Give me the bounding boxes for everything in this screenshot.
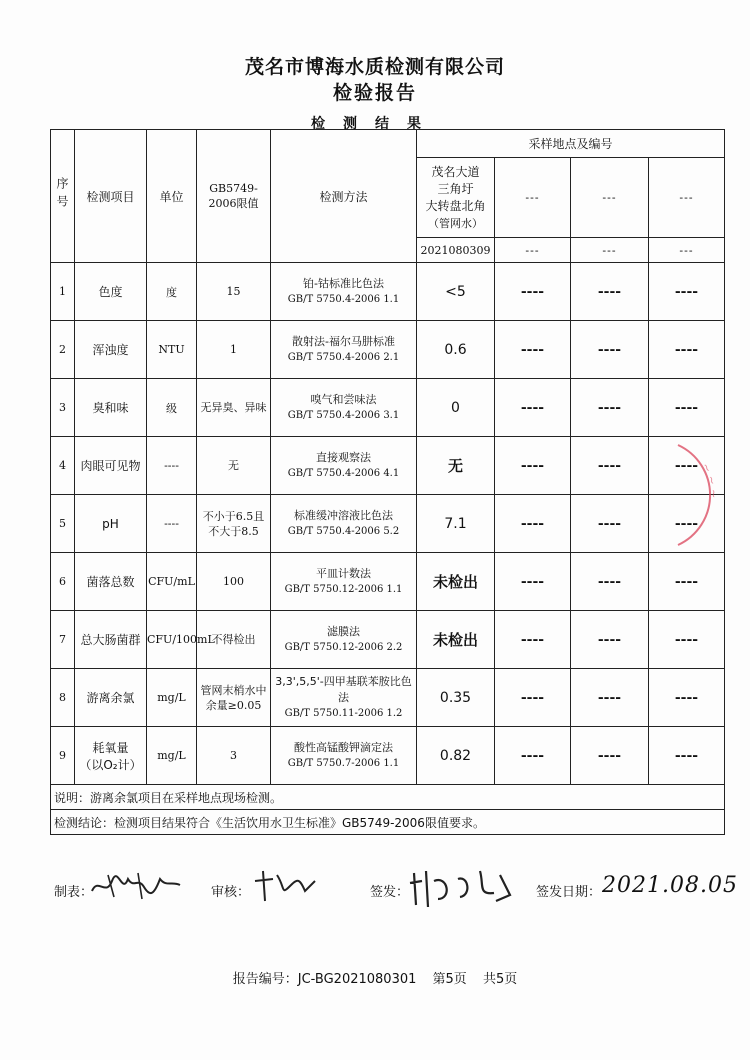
row-item: 臭和味 <box>75 379 147 437</box>
row-limit: 3 <box>197 727 271 785</box>
row-dash: ---- <box>571 611 649 669</box>
row-dash: ---- <box>495 263 571 321</box>
row-no: 6 <box>51 553 75 611</box>
reviewed-signature <box>251 867 321 903</box>
row-item: 耗氧量 （以O₂计） <box>75 727 147 785</box>
sampling-location-4: --- <box>649 158 725 238</box>
sampling-location-2: --- <box>495 158 571 238</box>
reviewed-label: 审核： <box>211 885 251 900</box>
row-limit: 不得检出 <box>197 611 271 669</box>
row-result: 0 <box>417 379 495 437</box>
row-dash: ---- <box>649 727 725 785</box>
row-item: 菌落总数 <box>75 553 147 611</box>
row-result: 0.35 <box>417 669 495 727</box>
row-limit: 无异臭、异味 <box>197 379 271 437</box>
row-result: 7.1 <box>417 495 495 553</box>
row-dash: ---- <box>495 727 571 785</box>
row-dash: ---- <box>571 495 649 553</box>
row-item: 游离余氯 <box>75 669 147 727</box>
row-item: 浑浊度 <box>75 321 147 379</box>
row-result: 未检出 <box>417 553 495 611</box>
section-title: 检测结果 <box>311 116 439 132</box>
conclusion-text: 检测结论：检测项目结果符合《生活饮用水卫生标准》GB5749-2006限值要求。 <box>51 810 725 835</box>
row-no: 9 <box>51 727 75 785</box>
table-row <box>51 379 725 437</box>
row-unit: ---- <box>147 437 197 495</box>
sampling-code-4: --- <box>649 238 725 263</box>
prepared-label: 制表： <box>54 885 94 900</box>
row-method: 铂-钴标准比色法 GB/T 5750.4-2006 1.1 <box>271 263 417 321</box>
header-seq: 序号 <box>51 130 75 263</box>
row-unit: 度 <box>147 263 197 321</box>
report-title: 检验报告 <box>332 82 417 104</box>
row-dash: ---- <box>649 553 725 611</box>
row-dash: ---- <box>649 263 725 321</box>
table-row <box>51 263 725 321</box>
table-row <box>51 727 725 785</box>
row-dash: ---- <box>495 495 571 553</box>
row-dash: ---- <box>495 611 571 669</box>
stamp-seal-mark <box>668 440 728 550</box>
row-unit: ---- <box>147 495 197 553</box>
date-label: 签发日期： <box>536 885 602 900</box>
row-dash: ---- <box>649 611 725 669</box>
row-dash: ---- <box>571 437 649 495</box>
row-result: 无 <box>417 437 495 495</box>
row-dash: ---- <box>571 727 649 785</box>
row-result: 0.6 <box>417 321 495 379</box>
table-row <box>51 495 725 553</box>
header-sampling: 采样地点及编号 <box>417 130 725 158</box>
row-dash: ---- <box>571 263 649 321</box>
row-no: 2 <box>51 321 75 379</box>
row-dash: ---- <box>571 553 649 611</box>
issued-signature <box>408 865 518 909</box>
sampling-location-3: --- <box>571 158 649 238</box>
row-unit: CFU/mL <box>147 553 197 611</box>
row-unit: mg/L <box>147 727 197 785</box>
row-dash: ---- <box>571 321 649 379</box>
row-limit: 管网末梢水中余量≥0.05 <box>197 669 271 727</box>
row-dash: ---- <box>495 379 571 437</box>
report-number: 报告编号：JC-BG2021080301 <box>232 972 417 987</box>
row-method: 酸性高锰酸钾滴定法 GB/T 5750.7-2006 1.1 <box>271 727 417 785</box>
row-method: 平皿计数法 GB/T 5750.12-2006 1.1 <box>271 553 417 611</box>
row-method: 3,3',5,5'-四甲基联苯胺比色法 GB/T 5750.11-2006 1.2 <box>271 669 417 727</box>
row-no: 8 <box>51 669 75 727</box>
row-dash: ---- <box>649 379 725 437</box>
row-dash: ---- <box>649 437 725 495</box>
issued-label: 签发： <box>370 885 410 900</box>
table-row <box>51 553 725 611</box>
header-method: 检测方法 <box>271 130 417 263</box>
row-dash: ---- <box>571 379 649 437</box>
row-dash: ---- <box>495 669 571 727</box>
footer <box>0 968 750 987</box>
sampling-location-1: 茂名大道 三角圩 大转盘北角 （管网水） <box>417 158 495 238</box>
row-result: <5 <box>417 263 495 321</box>
sampling-code-2: --- <box>495 238 571 263</box>
header-limit: GB5749-2006限值 <box>197 130 271 263</box>
row-no: 7 <box>51 611 75 669</box>
table-row <box>51 437 725 495</box>
row-result: 0.82 <box>417 727 495 785</box>
row-method: 滤膜法 GB/T 5750.12-2006 2.2 <box>271 611 417 669</box>
row-method: 嗅气和尝味法 GB/T 5750.4-2006 3.1 <box>271 379 417 437</box>
row-unit: mg/L <box>147 669 197 727</box>
row-limit: 15 <box>197 263 271 321</box>
row-item: 色度 <box>75 263 147 321</box>
signature-line <box>54 873 738 915</box>
table-row <box>51 669 725 727</box>
results-table <box>50 129 725 835</box>
row-no: 5 <box>51 495 75 553</box>
page-total: 共5页 <box>482 972 518 987</box>
row-dash: ---- <box>571 669 649 727</box>
table-row <box>51 321 725 379</box>
note-text: 说明：游离余氯项目在采样地点现场检测。 <box>51 785 725 810</box>
row-method: 标准缓冲溶液比色法 GB/T 5750.4-2006 5.2 <box>271 495 417 553</box>
sampling-code-1: 2021080309 <box>417 238 495 263</box>
row-unit: 级 <box>147 379 197 437</box>
row-unit: NTU <box>147 321 197 379</box>
sampling-code-3: --- <box>571 238 649 263</box>
row-method: 直接观察法 GB/T 5750.4-2006 4.1 <box>271 437 417 495</box>
row-limit: 不小于6.5且不大于8.5 <box>197 495 271 553</box>
row-unit: CFU/100mL <box>147 611 197 669</box>
row-no: 3 <box>51 379 75 437</box>
table-row <box>51 611 725 669</box>
row-dash: ---- <box>495 553 571 611</box>
header-unit: 单位 <box>147 130 197 263</box>
row-dash: ---- <box>495 437 571 495</box>
row-item: 肉眼可见物 <box>75 437 147 495</box>
row-limit: 1 <box>197 321 271 379</box>
row-result: 未检出 <box>417 611 495 669</box>
date-value: 2021.08.05 <box>602 873 738 898</box>
row-no: 4 <box>51 437 75 495</box>
company-name: 茂名市博海水质检测有限公司 <box>244 56 505 78</box>
row-dash: ---- <box>649 669 725 727</box>
row-method: 散射法-福尔马肼标准 GB/T 5750.4-2006 2.1 <box>271 321 417 379</box>
row-item: 总大肠菌群 <box>75 611 147 669</box>
row-dash: ---- <box>649 495 725 553</box>
svg-text:~ ~ ~: ~ ~ ~ <box>698 460 721 499</box>
prepared-signature <box>88 869 188 903</box>
page-number: 第5页 <box>432 972 467 987</box>
header-item: 检测项目 <box>75 130 147 263</box>
row-dash: ---- <box>649 321 725 379</box>
row-no: 1 <box>51 263 75 321</box>
row-limit: 无 <box>197 437 271 495</box>
row-dash: ---- <box>495 321 571 379</box>
row-item: pH <box>75 495 147 553</box>
row-limit: 100 <box>197 553 271 611</box>
